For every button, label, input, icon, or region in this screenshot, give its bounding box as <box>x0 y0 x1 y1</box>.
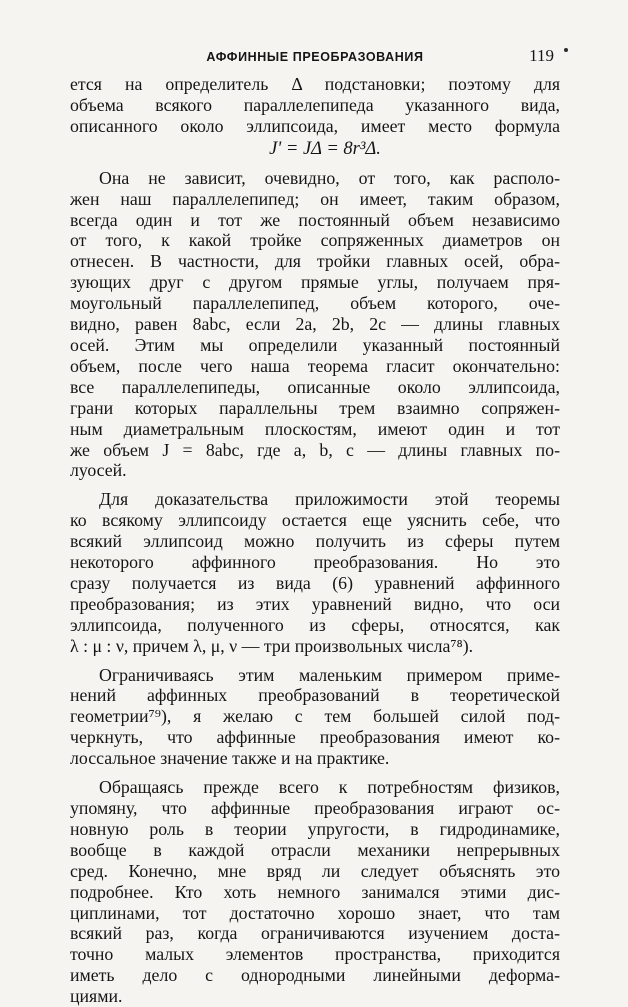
text-line: всегда один и тот же постоянный объем независимо <box>70 209 560 230</box>
text-line: вообще в каждой отрасли механики непрерывных <box>70 839 560 860</box>
text-line: ко всякому эллипсоиду остается еще уяснить себе, что <box>70 510 560 531</box>
text-line: грани которых параллельны трем взаимно сопряжен- <box>70 397 560 418</box>
text-line: моугольный параллелепипед, объем которого, оче- <box>70 293 560 314</box>
text-line: объема всякого параллелепипеда указанного вида, <box>70 94 560 115</box>
text-line: циплинами, тот достаточно хорошо знает, что там <box>70 902 560 923</box>
text-line: новную роль в теории упругости, в гидродинамике, <box>70 818 560 839</box>
page-number: 119 <box>529 46 554 65</box>
text-line: всякий эллипсоид можно получить из сферы путем <box>70 531 560 552</box>
running-head <box>70 44 560 74</box>
text-line: объем, после чего наша теорема гласит окончательно: <box>70 355 560 376</box>
text-line: подробнее. Кто хоть немного занимался этими дис- <box>70 881 560 902</box>
text-line: ным диаметральным плоскостям, имеют один и тот <box>70 418 560 439</box>
text-line: жен наш параллелепипед; он имеет, таким образом, <box>70 188 560 209</box>
text-line: черкнуть, что аффинные преобразования имеют ко- <box>70 727 560 748</box>
text-line: луосей. <box>70 460 127 481</box>
formula: J' = JΔ = 8r³Δ. <box>269 138 381 159</box>
text-line: точно малых элементов пространства, приходится <box>70 944 560 965</box>
text-line: преобразования; из этих уравнений видно, что оси <box>70 593 560 614</box>
text-line: λ : μ : ν, причем λ, μ, ν — три произвольных числа⁷⁸). <box>70 635 474 656</box>
book-page <box>70 44 560 1007</box>
text-line: Для доказательства приложимости этой теоремы <box>99 489 560 510</box>
text-line: упомяну, что аффинные преобразования играют ос- <box>70 798 560 818</box>
text-line: осей. Этим мы определили указанный постоянный <box>70 334 560 355</box>
text-line: зующих друг с другом прямые углы, получаем пря- <box>70 272 560 293</box>
main-text <box>70 74 560 1007</box>
text-line: от того, к какой тройке сопряженных диаметров он <box>70 230 560 251</box>
text-line: описанного около эллипсоида, имеет место формула <box>70 115 560 136</box>
paragraph-gap <box>70 657 560 665</box>
text-line: циями. <box>70 986 123 1007</box>
text-line: видно, равен 8abc, если 2a, 2b, 2c — длины главных <box>70 314 560 335</box>
running-title: АФФИННЫЕ ПРЕОБРАЗОВАНИЯ <box>206 50 424 64</box>
text-line: лоссальное значение также и на практике. <box>70 748 390 769</box>
text-line: Ограничиваясь этим маленьким примером приме- <box>99 664 560 685</box>
text-line: иметь дело с однородными линейными деформа- <box>70 965 560 986</box>
text-line: нений аффинных преобразований в теоретической <box>70 685 560 706</box>
text-line: некоторого аффинного преобразования. Но это <box>70 552 560 573</box>
text-line: сред. Конечно, мне вряд ли следует объяснять это <box>70 860 560 881</box>
text-line: сразу получается из вида (6) уравнений аффинного <box>70 572 560 593</box>
text-line: Она не зависит, очевидно, от того, как располо- <box>99 167 560 188</box>
paragraph-gap <box>70 481 560 489</box>
text-line: все параллелепипеды, описанные около эллипсоида, <box>70 376 560 397</box>
text-line: геометрии⁷⁹), я желаю с тем большей силой под- <box>70 706 560 727</box>
text-line: всякий раз, когда ограничиваются изучением доста- <box>70 923 560 944</box>
text-line: ется на определитель Δ подстановки; поэтому для <box>70 74 560 94</box>
text-line: же объем J = 8abc, где a, b, c — длины главных по- <box>70 439 560 460</box>
text-line: эллипсоида, полученного из сферы, относятся, как <box>70 614 560 635</box>
print-dot <box>564 48 568 52</box>
text-line: отнесен. В частности, для тройки главных осей, обра- <box>70 251 560 272</box>
text-line: Обращаясь прежде всего к потребностям физиков, <box>99 777 560 798</box>
paragraph-gap <box>70 769 560 777</box>
